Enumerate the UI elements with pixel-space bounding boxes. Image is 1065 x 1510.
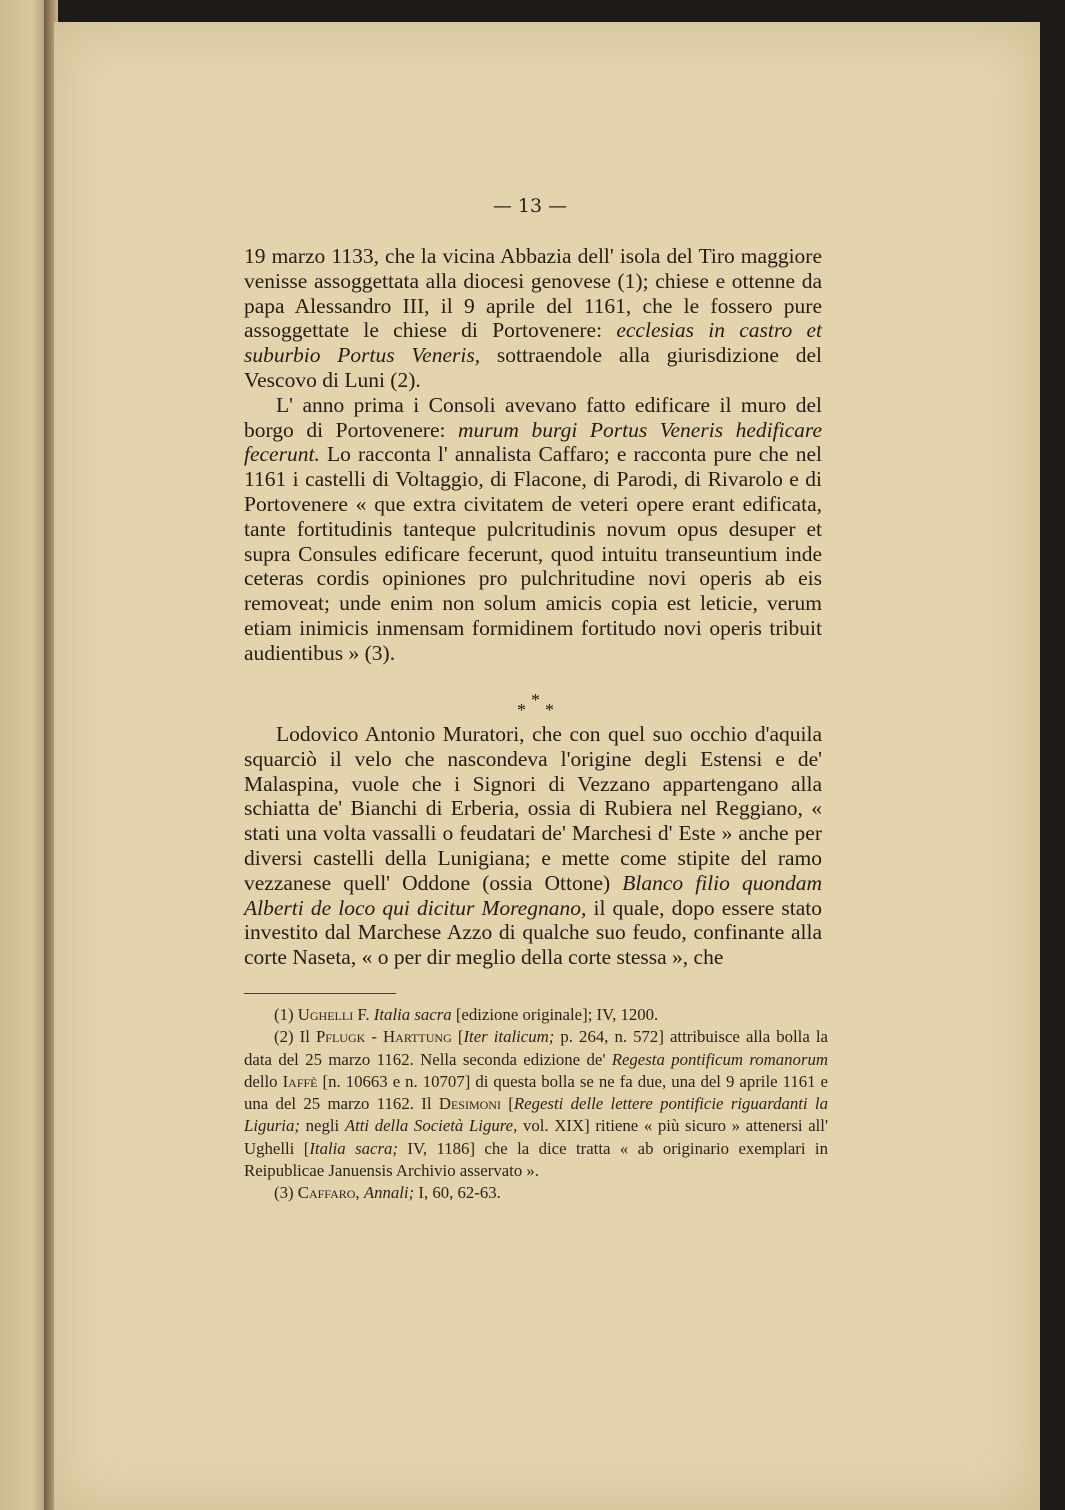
paragraph-3-text-b: il quale, dopo essere stato investito dal Marchese Azzo di qualche suo feudo, confinante alla corte Naseta, « o per dir meglio della corte stessa », che: [244, 895, 822, 970]
paragraph-2-text-a: L' anno prima i Consoli avevano fatto edificare il muro del borgo di Portovenere:: [244, 392, 822, 442]
main-text-lower: [244, 722, 822, 970]
footnote-2-text-f: negli: [299, 1116, 345, 1136]
paragraph-3-text-a: Lodovico Antonio Muratori, che con quel suo occhio d'aquila squarciò il velo che nascondeva l'origine degli Estensi e de' Malaspina, vuole che i Signori di Vezzano appartengano alla schiatta de' Bianchi di Erberia, ossia di Rubiera nel Reggiano, « stati una volta vassalli o feudatari de' Marchesi d' Este » anche per diversi castelli della Lunigiana; e mette come stipite del ramo vezzanese quell' Oddone (ossia Ottone): [244, 722, 822, 895]
footnote-2-title-2: Regesta pontificum romanorum: [611, 1049, 828, 1069]
footnote-2-author-3: Desimoni: [438, 1094, 501, 1114]
footnote-2-author: Pflugk - Harttung: [315, 1027, 452, 1047]
footnote-2-text-d: [n. 10663 e n. 10707] di questa bolla se ne fa due, una del 9 aprile 1161 e una del 25 marzo 1162. Il: [244, 1071, 829, 1114]
section-asterism: [509, 690, 569, 720]
footnote-2-title-4: Atti della Società Ligure,: [344, 1116, 518, 1136]
footnote-1-rest: [edizione originale]; IV, 1200.: [451, 1005, 659, 1024]
footnote-2-text-h: IV, 1186] che la dice tratta « ab originario exemplari in Reipublicae Januensis Archivio asservato ».: [244, 1138, 828, 1181]
paragraph-1: [244, 244, 822, 393]
paragraph-2-text-b: Lo racconta l' annalista Caffaro; e racconta pure che nel 1161 i castelli di Voltaggio, di Flacone, di Parodi, di Rivarolo e di Portovenere « que extra civitatem de veteri opere erant edificata, tante fortitudinis tanteque pulcritudinis novum opus desuper et supra Consules edificare fecerunt, quod intuitu transeuntium inde ceteras cordis opiniones pro pulchritudine novi operis ab eis removeat; unde enim non solum amicis copia est leticie, verum etiam inimicis inmensam formidinem fortitudo novi operis tribuit audientibus » (3).: [244, 442, 822, 665]
asterism-star-right: *: [545, 700, 554, 720]
paragraph-1-text-b: sottraendole alla giurisdizione del Vescovo di Luni (2).: [244, 343, 822, 392]
paragraph-2: [244, 393, 822, 666]
book-page: [54, 22, 1040, 1510]
page-number: — 13 —: [492, 195, 568, 217]
paragraph-3-italic-quote: Blanco filio quondam Alberti de loco qui dicitur Moregnano,: [244, 870, 822, 920]
asterism-star-top: *: [531, 690, 540, 710]
footnote-2-title-5: Italia sacra;: [309, 1138, 398, 1158]
footnote-2-text-e: [: [500, 1094, 514, 1114]
footnote-3-number: (3): [274, 1183, 298, 1203]
footnote-1-number: (1): [274, 1005, 298, 1024]
footnotes: [244, 1004, 828, 1205]
footnote-2-text-b: p. 264, n. 572] attribuisce alla bolla la data del 25 marzo 1162. Nella seconda edizione de': [244, 1027, 828, 1069]
footnote-3: [244, 1182, 828, 1204]
footnote-2-author-2: Iaffè: [282, 1071, 318, 1091]
footnote-2-text-a: [: [451, 1027, 464, 1047]
main-text-upper: [244, 244, 822, 666]
footnote-3-title: Annali;: [363, 1183, 415, 1203]
footnote-2-text-g: vol. XIX] ritiene « più sicuro » attenersi all' Ughelli [: [244, 1116, 828, 1158]
footnote-3-author: Caffaro,: [297, 1183, 360, 1203]
footnote-separator: [244, 993, 396, 994]
footnote-2-text-c: dello: [244, 1071, 283, 1091]
footnote-1: [244, 1004, 828, 1026]
paragraph-1-italic-quote: ecclesias in castro et suburbio Portus Veneris,: [244, 318, 823, 368]
footnote-2-title-1: Iter italicum;: [463, 1027, 555, 1047]
footnote-2-number: (2) Il: [274, 1027, 316, 1047]
footnote-1-title: Italia sacra: [373, 1005, 452, 1024]
footnote-2: [244, 1026, 828, 1182]
paragraph-3: [244, 722, 822, 970]
footnote-2-title-3: Regesti delle lettere pontificie riguardanti la Liguria;: [244, 1094, 828, 1136]
footnote-1-author: Ughelli F.: [297, 1005, 370, 1024]
paragraph-2-italic-quote: murum burgi Portus Veneris hedificare fecerunt.: [244, 417, 822, 467]
paragraph-1-text-a: 19 marzo 1133, che la vicina Abbazia dell' isola del Tiro maggiore venisse assoggettata alla diocesi genovese (1); chiese e ottenne da papa Alessandro III, il 9 aprile del 1161, che le fossero pure assoggettate le chiese di Portovenere:: [244, 244, 822, 343]
footnote-3-rest: I, 60, 62-63.: [414, 1183, 501, 1203]
asterism-star-left: *: [517, 700, 526, 720]
